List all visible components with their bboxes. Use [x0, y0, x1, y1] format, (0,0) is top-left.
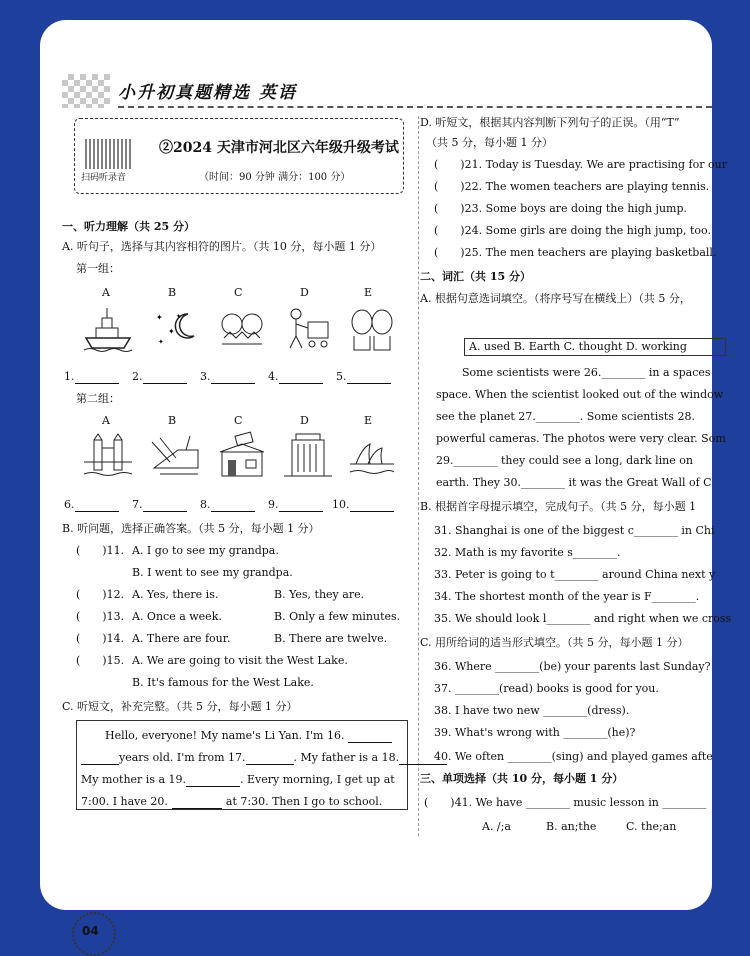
choice-b[interactable]: B. There are twelve. [274, 632, 388, 645]
section-heading: 二、词汇（共 15 分） [420, 270, 531, 283]
answer-blank[interactable] [81, 752, 119, 765]
header-checker-decoration [62, 74, 110, 108]
answer-number: 8. [200, 498, 211, 511]
qr-label: 扫码听录音 [81, 173, 127, 183]
section-heading: 三、单项选择（共 10 分，每小题 1 分） [420, 772, 624, 785]
page-header [62, 72, 712, 116]
part-instruction: D. 听短文，根据其内容判断下列句子的正误。（用“T” [420, 116, 680, 129]
answer-blank[interactable] [75, 371, 119, 384]
word-bank-options: A. used B. Earth C. thought D. working [469, 340, 687, 353]
question-number: ( )15. [76, 654, 125, 667]
header-rule [118, 106, 712, 108]
fill-question[interactable]: 38. I have two new ________(dress). [434, 704, 630, 717]
answer-number: 2. [132, 370, 143, 383]
answer-blank[interactable] [279, 371, 323, 384]
tf-question[interactable]: ( )25. The men teachers are playing basketball. [434, 246, 717, 259]
hotel-icon [282, 432, 334, 480]
choice-question[interactable]: ( )41. We have ________ music lesson in ________ [424, 796, 707, 809]
tf-question[interactable]: ( )24. Some girls are doing the high jump, too. [434, 224, 711, 237]
answer-number: 3. [200, 370, 211, 383]
choice-b[interactable]: B. Only a few minutes. [274, 610, 401, 623]
exam-page [40, 20, 732, 938]
passage-line: 29.________ they could see a long, dark line on [436, 454, 693, 467]
answer-blank[interactable] [246, 752, 294, 765]
passage-line: space. When the scientist looked out of the window [436, 388, 724, 401]
option-letter: C [234, 414, 243, 427]
answer-blank[interactable] [347, 371, 391, 384]
answer-number: 5. [336, 370, 347, 383]
question-number: ( )14. [76, 632, 125, 645]
option-letter: B [168, 414, 177, 427]
part-instruction: A. 根据句意选词填空。（将序号写在横线上）（共 5 分， [420, 292, 691, 305]
passage-line: see the planet 27.________. Some scientists 28. [436, 410, 695, 423]
answer-number: 9. [268, 498, 279, 511]
part-instruction: B. 根据首字母提示填空，完成句子。（共 5 分，每小题 1 [420, 500, 697, 513]
passage-line: earth. They 30.________ it was the Great Wall of C [436, 476, 712, 489]
exam-title: ②2024 天津市河北区六年级升级考试 [159, 140, 399, 156]
part-instruction: （共 5 分，每小题 1 分） [426, 136, 553, 149]
post-office-icon [216, 432, 268, 480]
choice-a[interactable]: A. I go to see my grandpa. [132, 544, 279, 557]
answer-blank[interactable] [350, 499, 394, 512]
fill-question[interactable]: 37. ________(read) books is good for you. [434, 682, 659, 695]
option-letter: A [102, 414, 110, 427]
part-instruction: C. 用所给词的适当形式填空。（共 5 分，每小题 1 分） [420, 636, 689, 649]
choice-b[interactable]: B. I went to see my grandpa. [132, 566, 293, 579]
choice-b[interactable]: B. Yes, they are. [274, 588, 365, 601]
tf-question[interactable]: ( )22. The women teachers are playing tennis. [434, 180, 710, 193]
answer-number: 7. [132, 498, 143, 511]
answer-number: 10. [332, 498, 350, 511]
qr-code-icon [85, 139, 133, 169]
choice-a[interactable]: A. Once a week. [132, 610, 222, 623]
train-icon [150, 432, 202, 480]
answer-blank[interactable] [348, 730, 392, 743]
fill-question[interactable]: 33. Peter is going to t________ around China next y [434, 568, 716, 581]
answer-number: 4. [268, 370, 279, 383]
option-letter: E [364, 414, 373, 427]
tower-bridge-icon [82, 432, 134, 480]
word-bank-box [464, 338, 726, 356]
option-letter: C [234, 286, 243, 299]
passage-text: years old. I'm from 17. [119, 751, 246, 764]
answer-number: 6. [64, 498, 75, 511]
svg-text:✦: ✦ [176, 313, 182, 320]
choice-a[interactable]: A. There are four. [132, 632, 231, 645]
shopping-cart-icon [282, 304, 334, 352]
answer-number: 1. [64, 370, 75, 383]
ship-icon [82, 304, 134, 352]
answer-blank[interactable] [143, 371, 187, 384]
part-instruction: A. 听句子，选择与其内容相符的图片。（共 10 分，每小题 1 分） [62, 240, 382, 253]
page-number: 04 [82, 924, 99, 938]
fill-question[interactable]: 32. Math is my favorite s________. [434, 546, 621, 559]
passage-line: Some scientists were 26.________ in a spaces [462, 366, 711, 379]
exam-title-box [74, 118, 404, 194]
choice-a[interactable]: A. /;a [482, 820, 511, 833]
exam-meta: （时间：90 分钟 满分：100 分） [199, 172, 351, 183]
header-title: 小升初真题精选 英语 [118, 83, 297, 103]
choice-b[interactable]: B. It's famous for the West Lake. [132, 676, 314, 689]
passage-line: powerful cameras. The photos were very clear. Som [436, 432, 726, 445]
part-instruction: C. 听短文，补充完整。（共 5 分，每小题 1 分） [62, 700, 298, 713]
group-label: 第一组： [76, 262, 120, 275]
choice-c[interactable]: C. the;an [626, 820, 677, 833]
part-instruction: B. 听问题，选择正确答案。（共 5 分，每小题 1 分） [62, 522, 320, 535]
section-heading: 一、听力理解（共 25 分） [62, 220, 195, 233]
svg-text:✦: ✦ [168, 327, 175, 336]
passage-text: . Every morning, I get up at [240, 773, 395, 786]
festival-icon [216, 304, 268, 352]
answer-blank[interactable] [186, 774, 240, 787]
fill-question[interactable]: 35. We should look l________ and right when we cross [434, 612, 732, 625]
svg-text:✦: ✦ [156, 313, 163, 322]
fill-question[interactable]: 39. What's wrong with ________(he)? [434, 726, 636, 739]
tf-question[interactable]: ( )23. Some boys are doing the high jump. [434, 202, 688, 215]
answer-blank[interactable] [279, 499, 323, 512]
option-letter: B [168, 286, 177, 299]
tf-question[interactable]: ( )21. Today is Tuesday. We are practising for our [434, 158, 727, 171]
question-number: ( )12. [76, 588, 125, 601]
passage-text: 7:00. I have 20. [81, 795, 168, 808]
answer-blank[interactable] [211, 371, 255, 384]
option-letter: D [300, 414, 309, 427]
option-letter: D [300, 286, 309, 299]
option-letter: A [102, 286, 110, 299]
fill-question[interactable]: 40. We often ________(sing) and played games afte [434, 750, 713, 763]
answer-blank[interactable] [143, 499, 187, 512]
passage-text: Hello, everyone! My name's Li Yan. I'm 16. [105, 729, 345, 742]
answer-blank[interactable] [211, 499, 255, 512]
stars-moon-icon [150, 304, 202, 352]
question-number: ( )11. [76, 544, 125, 557]
sydney-opera-house-icon [346, 432, 398, 480]
choice-a[interactable]: A. Yes, there is. [132, 588, 219, 601]
choice-a[interactable]: A. We are going to visit the West Lake. [132, 654, 348, 667]
fill-question[interactable]: 31. Shanghai is one of the biggest c________ in Chi [434, 524, 715, 537]
answer-blank[interactable] [172, 796, 222, 809]
opera-masks-icon [346, 304, 398, 352]
option-letter: E [364, 286, 373, 299]
answer-blank[interactable] [75, 499, 119, 512]
passage-text: at 7:30. Then I go to school. [225, 795, 383, 808]
choice-b[interactable]: B. an;the [546, 820, 597, 833]
passage-text: My mother is a 19. [81, 773, 187, 786]
svg-text:✦: ✦ [158, 338, 164, 346]
fill-question[interactable]: 34. The shortest month of the year is F________. [434, 590, 700, 603]
passage-text: . My father is a 18. [293, 751, 400, 764]
column-divider [418, 116, 420, 836]
question-number: ( )13. [76, 610, 125, 623]
group-label: 第二组： [76, 392, 120, 405]
fill-question[interactable]: 36. Where ________(be) your parents last Sunday? [434, 660, 711, 673]
passage-box [76, 720, 408, 810]
